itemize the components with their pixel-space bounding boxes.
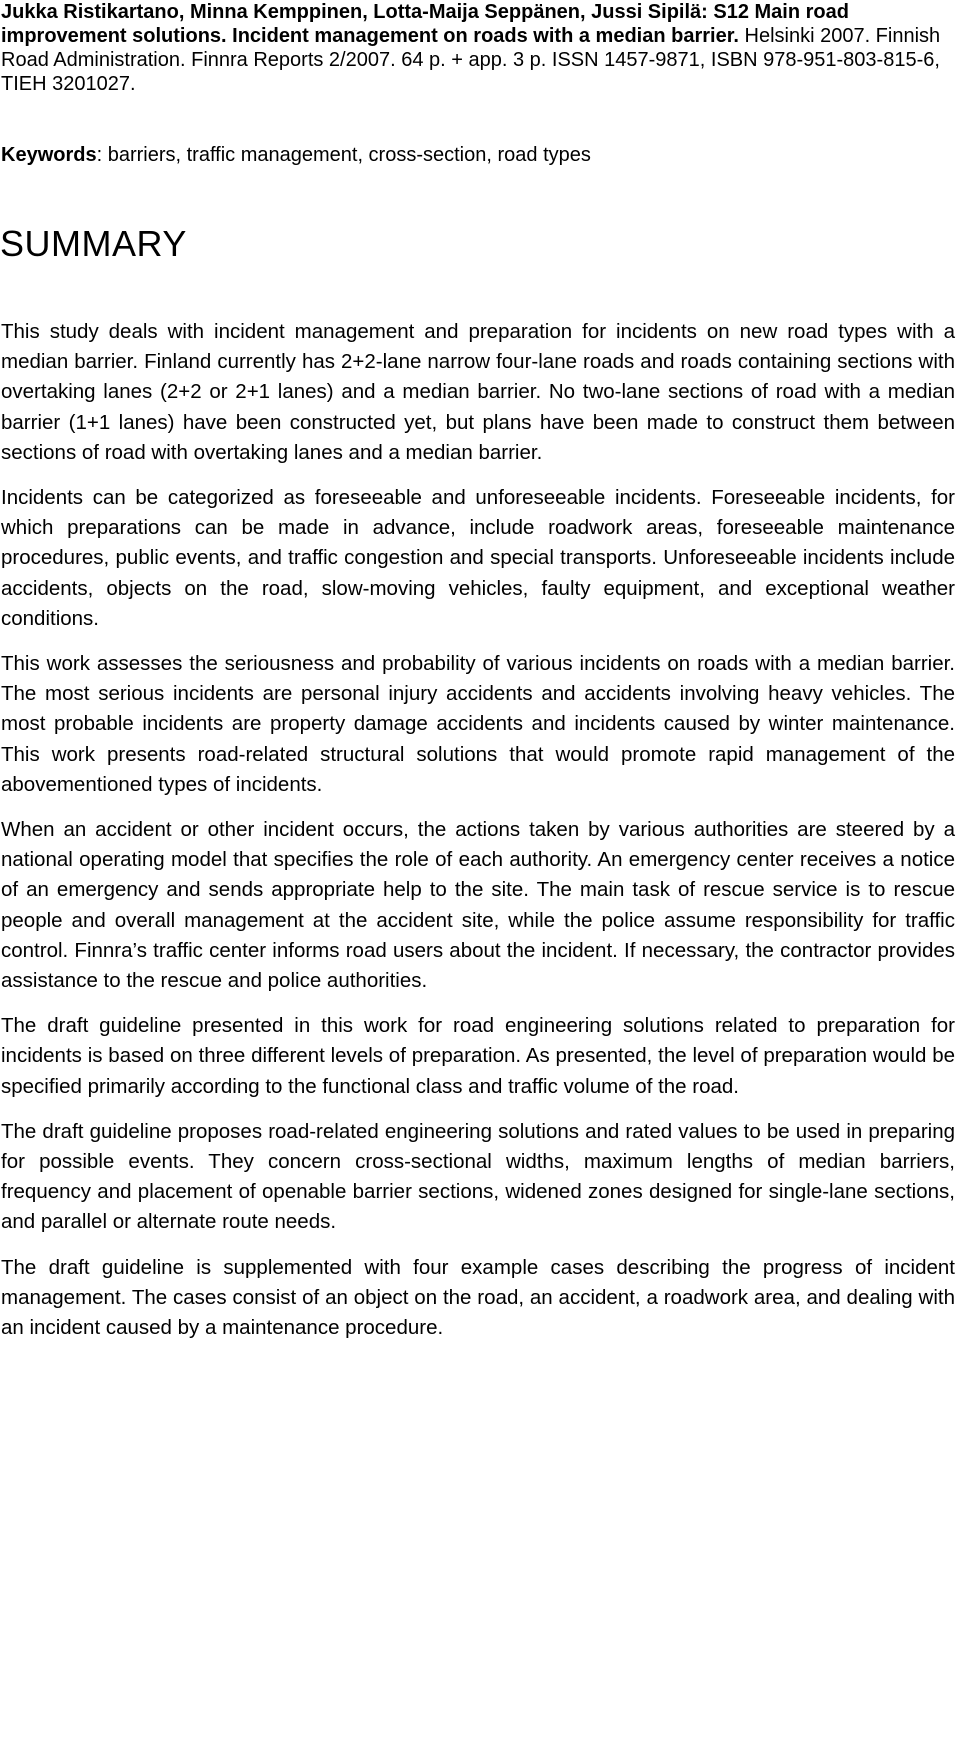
summary-paragraph-3: This work assesses the seriousness and probability of various incidents on roads with a median barrier. The most serious incidents are personal injury accidents and accidents involving heavy vehicles. The most probable incidents are property damage accidents and incidents caused by winter maintenance. This work presents road-related structural solutions that would promote rapid management of the abovementioned types of incidents.	[1, 652, 955, 796]
summary-body	[1, 317, 955, 1358]
keywords-line	[1, 143, 951, 167]
biblio-authors-title: Jukka Ristikartano, Minna Kemppinen, Lotta-Maija Seppänen, Jussi Sipilä: S12 Main road improvement solutions. Incident management on roads with a median barrier.	[1, 1, 849, 47]
summary-paragraph-7: The draft guideline is supplemented with four example cases describing the progress of incident management. The cases consist of an object on the road, an accident, a roadwork area, and dealing with an incident caused by a maintenance procedure.	[1, 1255, 955, 1340]
summary-paragraph-6: The draft guideline proposes road-related engineering solutions and rated values to be used in preparing for possible events. They concern cross-sectional widths, maximum lengths of median barriers, frequency and placement of openable barrier sections, widened zones designed for single-lane sections, and parallel or alternate route needs.	[1, 1119, 955, 1234]
biblio-publication-info: Helsinki 2007. Finnish Road Administration. Finnra Reports 2/2007. 64 p. + app. 3 p. ISSN 1457-9871, ISBN 978-951-803-815-6, TIEH 3201027.	[1, 25, 941, 95]
keywords-label: Keywords	[1, 144, 97, 166]
keywords-text: : barriers, traffic management, cross-section, road types	[96, 144, 591, 166]
summary-paragraph-1: This study deals with incident management and preparation for incidents on new road types with a median barrier. Finland currently has 2+2-lane narrow four-lane roads and roads containing sections with overtaking lanes (2+2 or 2+1 lanes) and a median barrier. No two-lane sections of road with a median barrier (1+1 lanes) have been constructed yet, but plans have been made to construct them between sections of road with overtaking lanes and a median barrier.	[1, 320, 955, 464]
summary-heading: SUMMARY	[0, 223, 187, 264]
summary-paragraph-4: When an accident or other incident occurs, the actions taken by various authorities are steered by a national operating model that specifies the role of each authority. An emergency center receives a notice of an emergency and sends appropriate help to the site. The main task of rescue service is to rescue people and overall management at the accident site, while the police assume responsibility for traffic control. Finnra’s traffic center informs road users about the incident. If necessary, the contractor provides assistance to the rescue and police authorities.	[1, 818, 955, 993]
summary-paragraph-2: Incidents can be categorized as foreseeable and unforeseeable incidents. Foreseeable incidents, for which preparations can be made in advance, include roadwork areas, foreseeable maintenance procedures, public events, and traffic congestion and special transports. Unforeseeable incidents include accidents, objects on the road, slow-moving vehicles, faulty equipment, and exceptional weather conditions.	[1, 486, 955, 630]
bibliographic-reference	[1, 0, 951, 96]
summary-paragraph-5: The draft guideline presented in this work for road engineering solutions related to preparation for incidents is based on three different levels of preparation. As presented, the level of preparation would be specified primarily according to the functional class and traffic volume of the road.	[1, 1014, 955, 1098]
